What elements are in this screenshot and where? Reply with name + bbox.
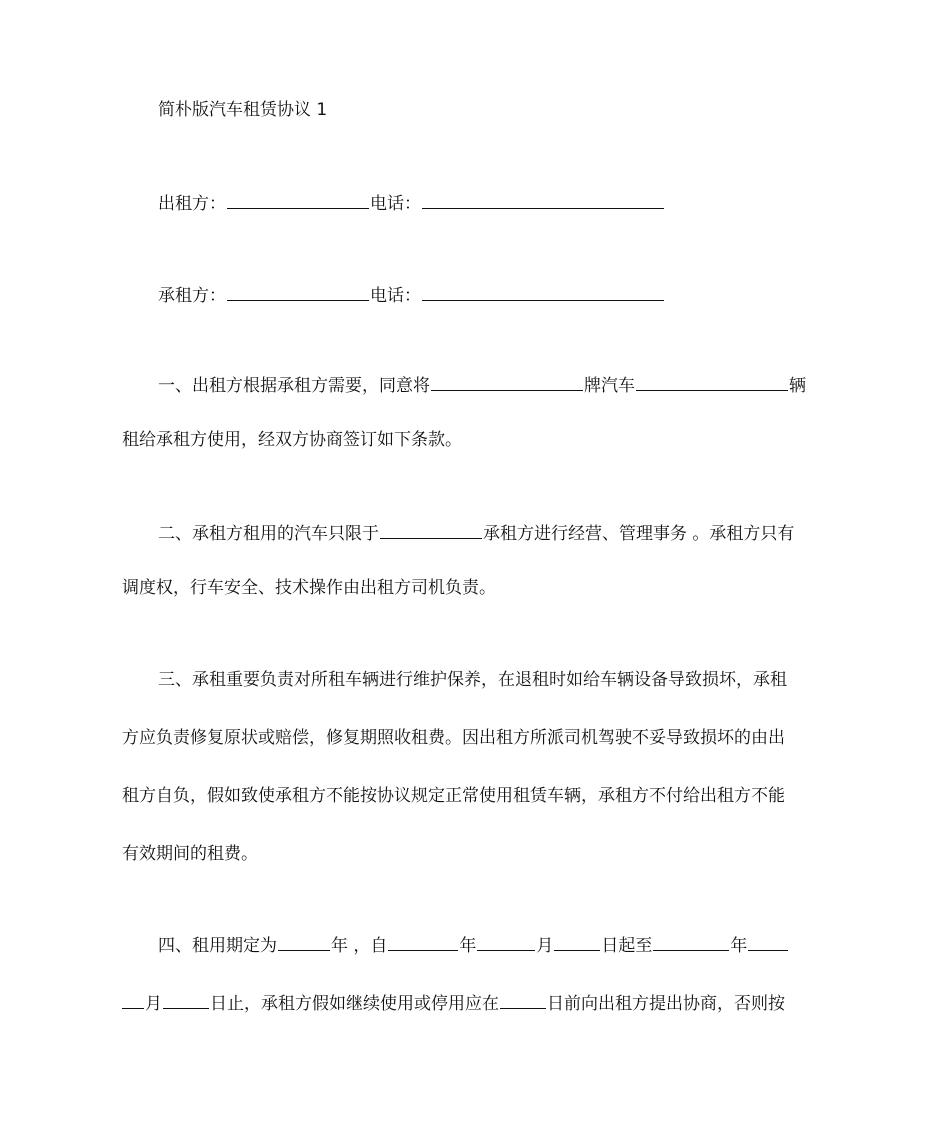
lessee-line [158,282,665,308]
clause1-text-a: 一、出租方根据承租方需要，同意将 [158,376,430,396]
title-text: 简朴版汽车租赁协议 1 [158,100,328,120]
start-month-blank [477,932,535,951]
clause1-text-2: 租给承租方使用，经双方协商签订如下条款。 [122,430,462,450]
usage-scope-blank [380,520,482,539]
clause3-line4 [122,842,258,866]
lessee-label: 承租方： [158,286,226,306]
vehicle-count-blank [636,372,788,391]
lessee-phone-label: 电话： [370,286,421,306]
end-year-blank [653,932,729,951]
start-year-blank [388,932,458,951]
clause4-text-2c: 日前向出租方提出协商，否则按 [547,994,785,1014]
clause3-text-1: 三、承租重要负责对所租车辆进行维护保养，在退租时如给车辆设备导致损坏，承租 [158,670,787,690]
clause1-text-b: 牌汽车 [584,376,635,396]
clause2-line2 [122,576,496,600]
plate-blank [431,372,583,391]
lessor-label: 出租方： [158,194,226,214]
clause4-line1 [158,932,789,958]
clause1-text-c: 辆 [789,376,806,396]
clause4-line2 [122,990,785,1016]
end-month-blank-part2 [122,990,144,1009]
clause3-text-4: 有效期间的租费。 [122,844,258,864]
term-years-blank [278,932,330,951]
clause4-text-e: 日起至 [601,936,653,956]
clause3-line2 [122,726,785,750]
clause3-line1 [158,668,787,692]
clause3-text-2: 方应负责修复原状或赔偿，修复期照收租费。因出租方所派司机驾驶不妥导致损坏的由出 [122,728,785,748]
lessee-phone-blank [422,282,664,301]
lessee-name-blank [227,282,369,301]
clause4-text-c: 年 [459,936,477,956]
clause1-line1 [158,372,806,398]
clause2-text-b: 承租方进行经营、管理事务 。承租方只有 [483,524,795,544]
clause4-text-f: 年 [730,936,748,956]
end-month-blank-part1 [748,932,788,951]
clause4-text-2b: 日止，承租方假如继续使用或停用应在 [210,994,499,1014]
clause3-line3 [122,784,785,808]
clause4-text-b: 年 ，自 [331,936,388,956]
start-day-blank [554,932,600,951]
clause3-text-3: 租方自负，假如致使承租方不能按协议规定正常使用租赁车辆，承租方不付给出租方不能 [122,786,785,806]
clause2-line1 [158,520,794,546]
clause2-text-2: 调度权，行车安全、技术操作由出租方司机负责。 [122,578,496,598]
notice-day-blank [500,990,546,1009]
clause1-line2 [122,428,462,452]
end-day-blank [163,990,209,1009]
clause4-text-2a: 月 [145,994,162,1014]
lessor-line [158,190,665,216]
document-title [158,98,327,122]
clause2-text-a: 二、承租方租用的汽车只限于 [158,524,379,544]
lessor-phone-label: 电话： [370,194,421,214]
clause4-text-a: 四、租用期定为 [158,936,277,956]
lessor-phone-blank [422,190,664,209]
clause4-text-d: 月 [536,936,554,956]
lessor-name-blank [227,190,369,209]
